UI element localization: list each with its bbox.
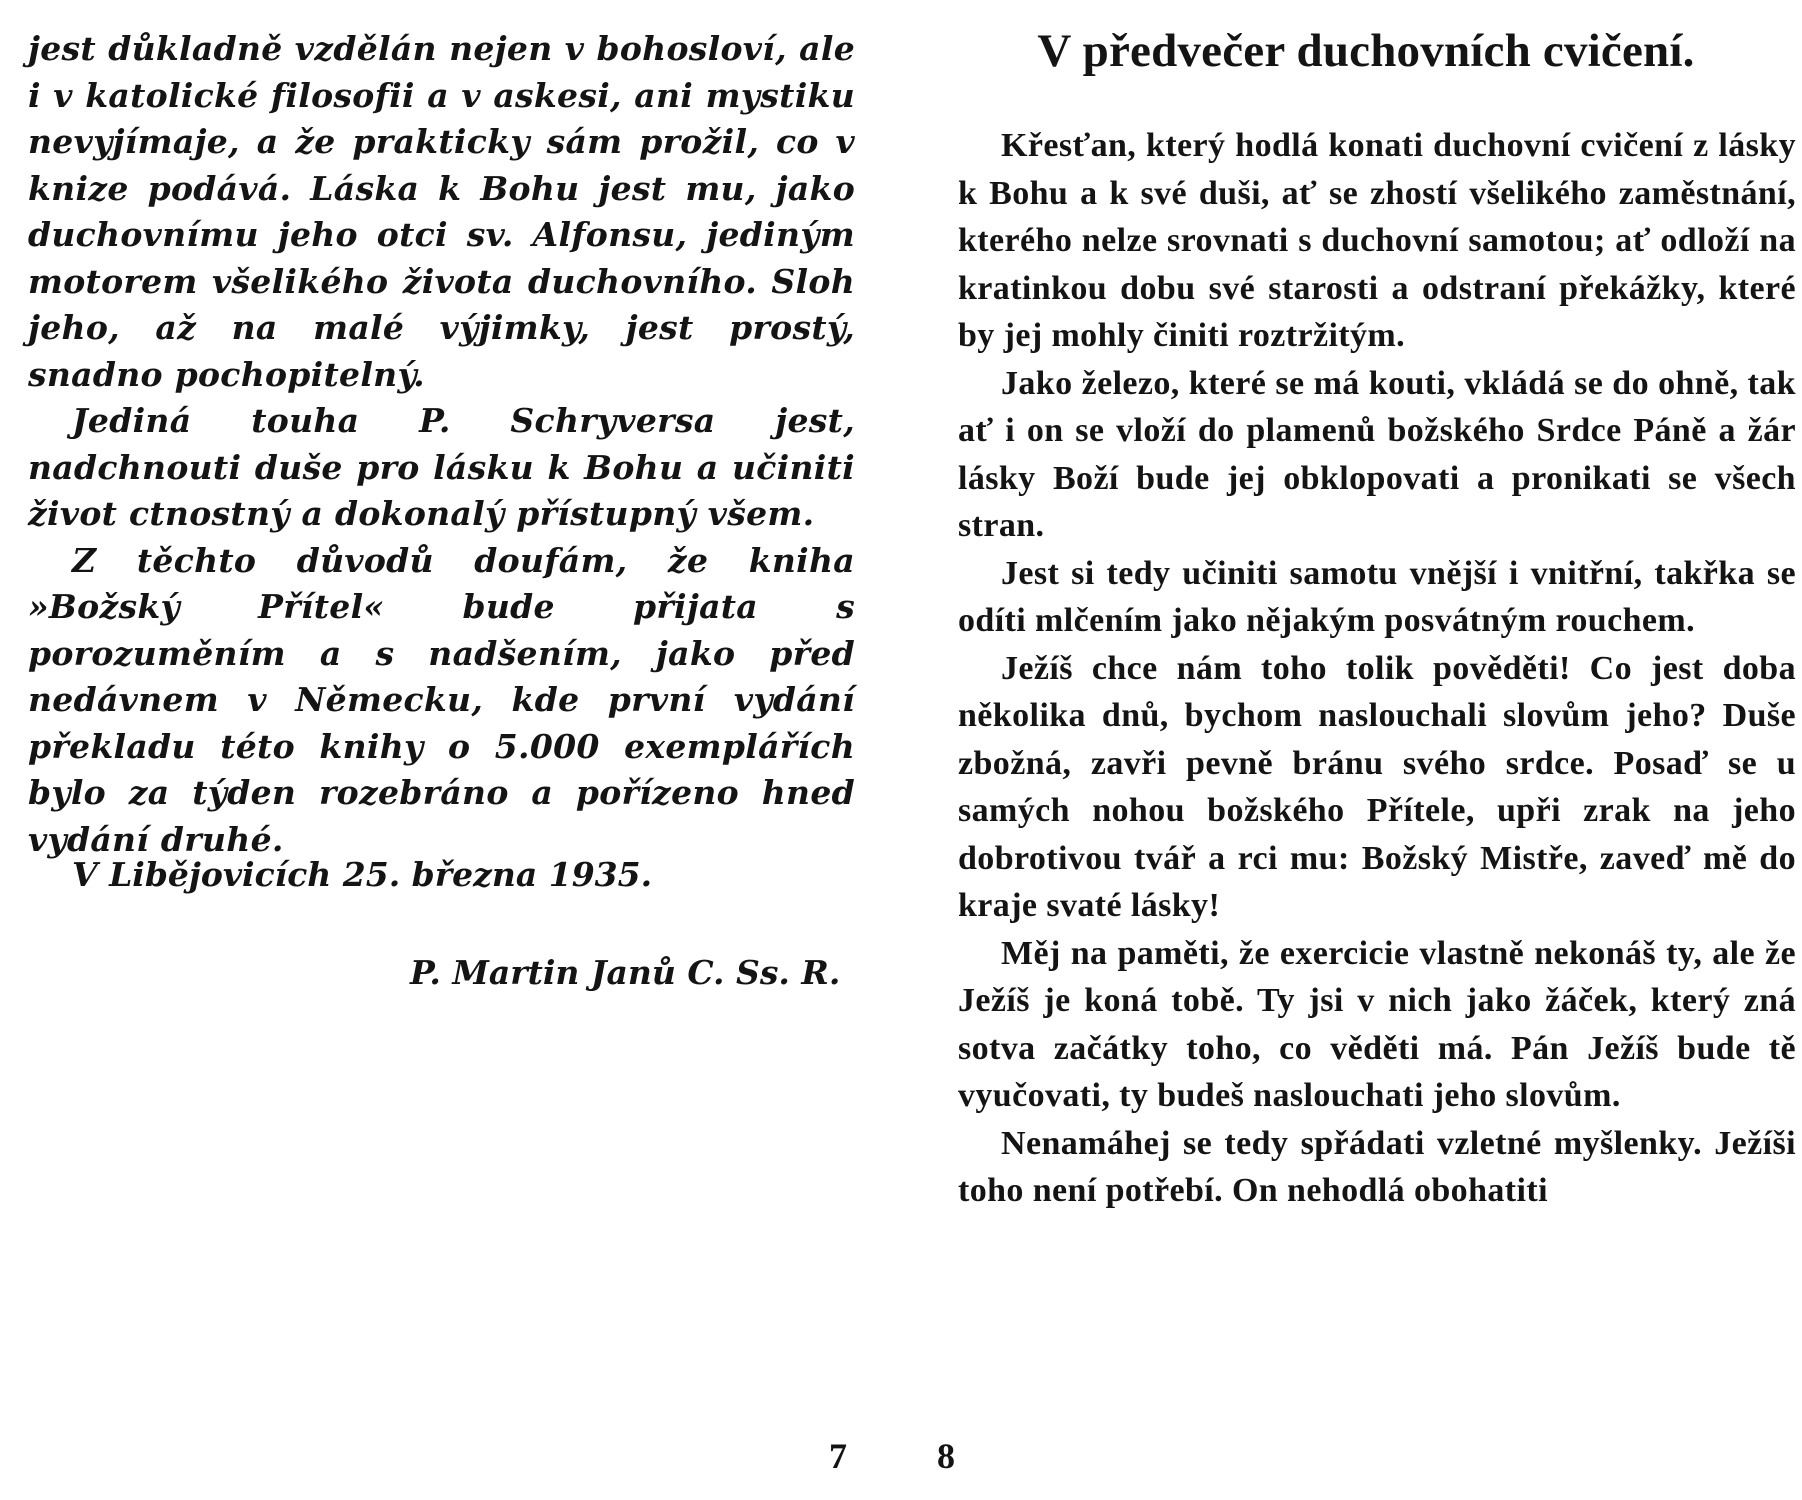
right-page-text [958, 122, 1796, 1215]
left-page [0, 0, 880, 1500]
right-paragraph: Křesťan, který hodlá konati duchovní cvičení z lásky k Bohu a k své duši, ať se zhostí všelikého zaměstnání, kterého nelze srovnati s duchovní samotou; ať odloží na kratinkou dobu své starosti a odstraní překážky, které by jej mohly činiti roztržitým. [958, 127, 1796, 354]
left-page-text [28, 26, 855, 863]
place-and-date: V Liběјovicích 25. března 1935. [72, 855, 653, 894]
right-paragraph: Nenamáhej se tedy spřádati vzletné myšlenky. Ježíši toho není potřebí. On nehodlá obohatiti [958, 1124, 1796, 1209]
right-paragraph: Jest si tedy učiniti samotu vnější i vnitřní, takřka se odíti mlčením jako nějakým posvátným rouchem. [958, 554, 1796, 639]
right-paragraph: Jako železo, které se má kouti, vkládá se do ohně, tak ať i on se vloží do plamenů božského Srdce Páně a žár lásky Boží bude jej obklopovati a pronikati se všech stran. [958, 364, 1796, 544]
left-paragraph: Z těchto důvodů doufám, že kniha »Božský Přítel« bude přijata s porozuměním a s nadšením, jako před nedávnem v Německu, kde první vydání překladu této knihy o 5.000 exemplářích bylo za týden rozebráno a pořízeno hned vydání druhé. [28, 540, 855, 859]
page-number-left: 7 [829, 1436, 847, 1476]
left-paragraph: jest důkladně vzdělán nejen v bohosloví, ale i v katolické filosofii a v askesi, ani mystiku nevyjímaje, a že prakticky sám prožil, co v knize podává. Láska k Bohu jest mu, jako duchovnímu jeho otci sv. Alfonsu, jediným motorem všelikého života duchovního. Sloh jeho, až na malé výjimky, jest prostý, snadno pochopitelný. [28, 29, 855, 394]
right-paragraph: Ježíš chce nám toho tolik pověděti! Co jest doba několika dnů, bychom naslouchali slovům jeho? Duše zbožná, zavři pevně bránu svého srdce. Posaď se u samých nohou božského Přítele, upři zrak na jeho dobrotivou tvář a rci mu: Božský Mistře, zaveď mě do kraje svaté lásky! [958, 649, 1796, 924]
page-number-right: 8 [937, 1436, 955, 1476]
left-paragraph: Jediná touha P. Schryversa jest, nadchnouti duše pro lásku k Bohu a učiniti život ctnostný a dokonalý přístupný všem. [28, 401, 855, 533]
right-page [930, 0, 1802, 1500]
right-paragraph: Měj na paměti, že exercicie vlastně nekonáš ty, ale že Ježíš je koná tobě. Ty jsi v nich jako žáček, který zná sotva začátky toho, co věděti má. Pán Ježíš bude tě vyučovati, ty budeš naslouchati jeho slovům. [958, 934, 1796, 1114]
signature: P. Martin Janů C. Ss. R. [410, 953, 841, 992]
chapter-title: V předvečer duchovních cvičení. [1037, 25, 1695, 77]
